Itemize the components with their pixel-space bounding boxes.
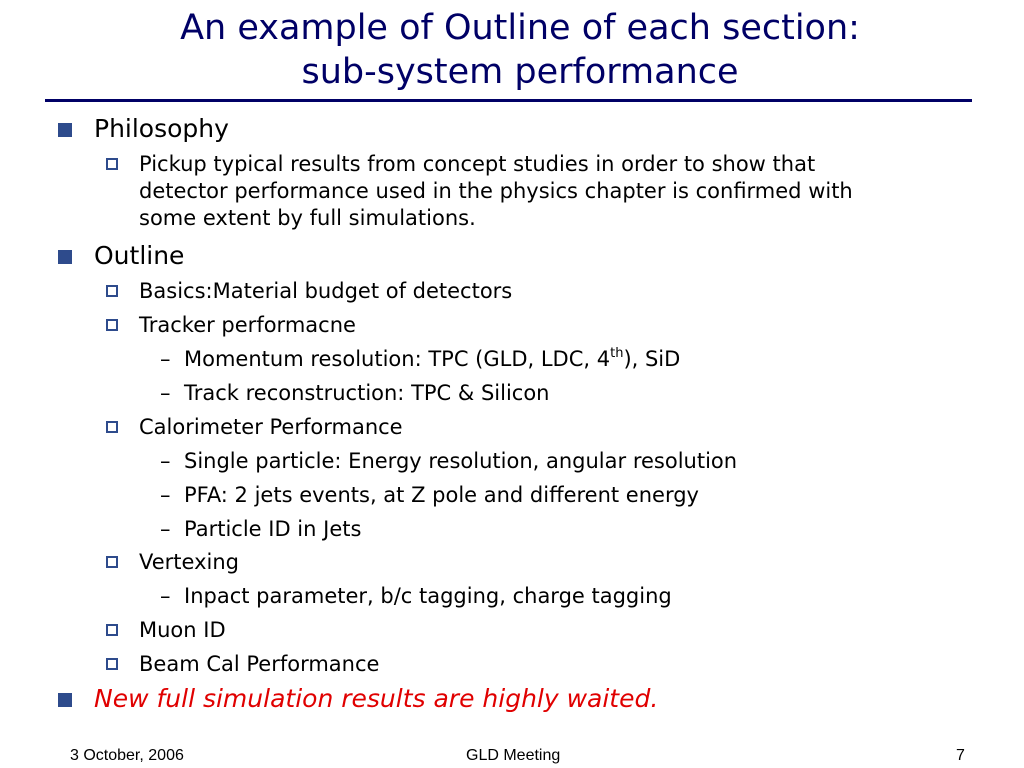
sub-sub-bullet-label: PFA: 2 jets events, at Z pole and different energy (184, 483, 699, 507)
hollow-square-bullet-icon (106, 285, 118, 297)
dash-bullet-icon: – (160, 483, 171, 507)
sub-bullet-label: Beam Cal Performance (139, 652, 380, 676)
superscript-th: th (610, 346, 624, 361)
sub-sub-bullet-label: Inpact parameter, b/c tagging, charge tagging (184, 584, 672, 608)
title-underline (45, 99, 972, 102)
dash-bullet-icon: – (160, 449, 171, 473)
title-line-1: An example of Outline of each section: (180, 8, 860, 48)
sub-sub-bullet-label: Single particle: Energy resolution, angular resolution (184, 449, 738, 473)
sub-sub-bullet-label: Particle ID in Jets (184, 517, 362, 541)
momentum-text-start: Momentum resolution: TPC (GLD, LDC, 4 (184, 347, 611, 371)
hollow-square-bullet-icon (106, 624, 118, 636)
footer-date: 3 October, 2006 (70, 747, 184, 764)
footer-page-number: 7 (956, 747, 965, 764)
closing-statement: New full simulation results are highly waited. (94, 684, 659, 713)
sub-bullet-label: Tracker performacne (139, 313, 356, 337)
hollow-square-bullet-icon (106, 658, 118, 670)
square-bullet-icon (58, 250, 72, 264)
square-bullet-icon (58, 123, 72, 137)
hollow-square-bullet-icon (106, 319, 118, 331)
bullet-label: Philosophy (94, 114, 229, 143)
momentum-text-end: ), SiD (623, 347, 681, 371)
detail-line-2: detector performance used in the physics chapter is confirmed with (139, 179, 853, 203)
dash-bullet-icon: – (160, 381, 171, 405)
dash-bullet-icon: – (160, 517, 171, 541)
dash-bullet-icon: – (160, 347, 171, 371)
hollow-square-bullet-icon (106, 421, 118, 433)
sub-sub-bullet-label: Track reconstruction: TPC & Silicon (184, 381, 550, 405)
sub-bullet-label: Vertexing (139, 550, 239, 574)
title-line-2: sub-system performance (301, 52, 739, 92)
sub-sub-bullet-label (184, 346, 680, 376)
square-bullet-icon (58, 693, 72, 707)
detail-line-1: Pickup typical results from concept studies in order to show that (139, 152, 816, 176)
bullet-label: Outline (94, 241, 185, 270)
dash-bullet-icon: – (160, 584, 171, 608)
hollow-square-bullet-icon (106, 158, 118, 170)
sub-bullet-label: Basics:Material budget of detectors (139, 279, 513, 303)
sub-bullet-label: Calorimeter Performance (139, 415, 403, 439)
detail-line-3: some extent by full simulations. (139, 206, 476, 230)
hollow-square-bullet-icon (106, 556, 118, 568)
footer-meeting: GLD Meeting (466, 747, 561, 764)
sub-bullet-label: Muon ID (139, 618, 226, 642)
slide-title (60, 6, 980, 94)
